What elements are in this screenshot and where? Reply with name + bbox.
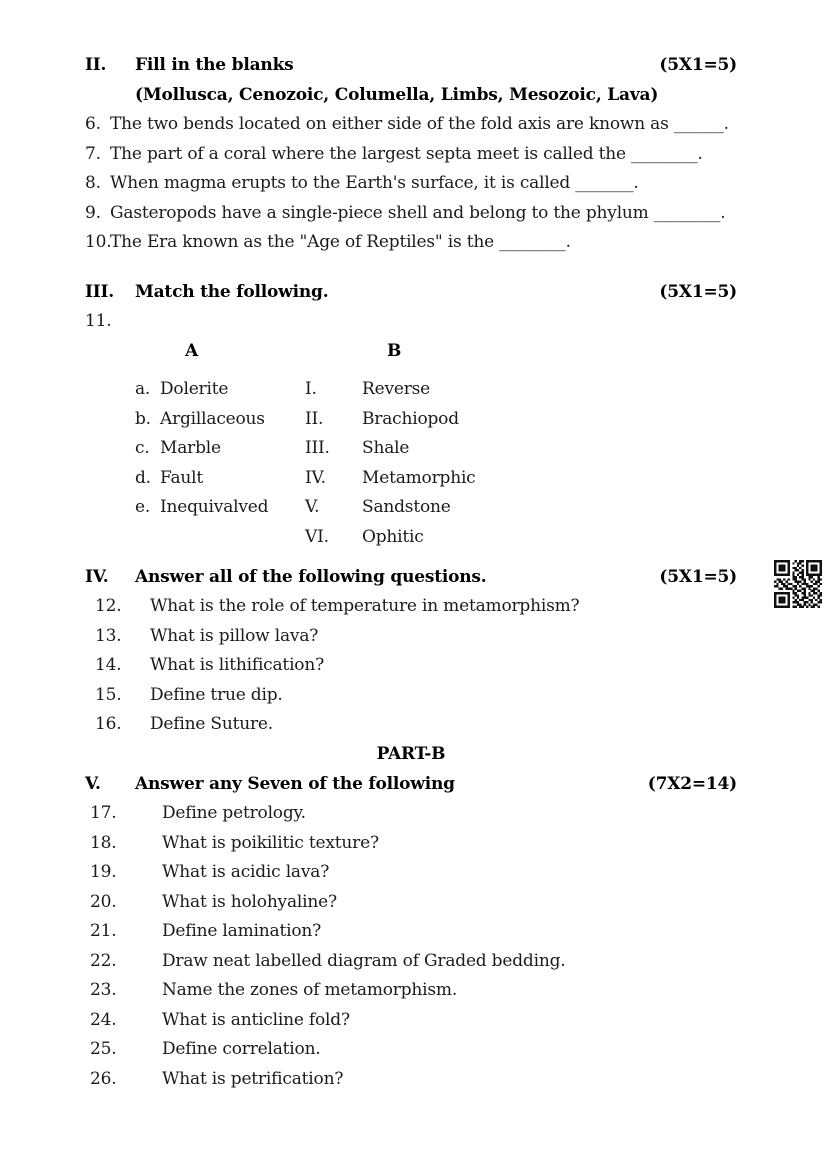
match-b-text: Ophitic (362, 526, 424, 547)
section-marks: (5X1=5) (659, 567, 737, 587)
question-row (85, 917, 737, 947)
match-a-text: Fault (160, 467, 203, 488)
question-number: 21. (90, 921, 117, 941)
match-a-text: Inequivalved (160, 497, 269, 517)
match-row (85, 464, 737, 494)
match-b-text: Metamorphic (362, 467, 476, 488)
question-row (85, 1065, 737, 1095)
match-b-text: Shale (362, 438, 410, 458)
match-b-label: III. (305, 438, 330, 458)
question-number: 23. (90, 980, 117, 1000)
section-title: Answer any Seven of the following (135, 774, 455, 794)
match-b-label: I. (305, 379, 317, 399)
match-b-label: VI. (305, 526, 329, 547)
question-text: What is petrification? (162, 1068, 344, 1089)
exam-content (85, 50, 737, 1094)
match-a-label: d. (135, 467, 151, 488)
match-a-text: Dolerite (160, 379, 229, 399)
section-numeral: V. (85, 774, 101, 794)
question-row (85, 888, 737, 918)
match-row (85, 493, 737, 523)
qr-code (773, 560, 823, 608)
question-number: 20. (90, 891, 117, 912)
question-text: The Era known as the "Age of Reptiles" is the ________. (110, 232, 571, 252)
match-b-text: Sandstone (362, 497, 451, 517)
question-text: What is holohyaline? (162, 891, 337, 912)
question-number: 14. (95, 655, 122, 675)
question-number: 26. (90, 1068, 117, 1089)
match-b-text: Reverse (362, 379, 431, 399)
question-row (85, 110, 737, 140)
question-text: Define lamination? (162, 921, 322, 941)
section-marks: (7X2=14) (647, 774, 737, 794)
match-a-label: b. (135, 408, 151, 429)
match-a-text: Argillaceous (160, 408, 265, 429)
question-number: 19. (90, 862, 117, 882)
match-b-label: V. (305, 497, 320, 517)
question-row (85, 947, 737, 977)
section-title: Match the following. (135, 281, 329, 302)
question-text: Gasteropods have a single-piece shell and belong to the phylum ________. (110, 202, 726, 223)
match-a-label: e. (135, 497, 151, 517)
question-row (85, 169, 737, 199)
section-fill-blanks-heading (85, 50, 737, 80)
question-text: Define true dip. (150, 684, 283, 705)
question-row (85, 1006, 737, 1036)
question-number: 6. (85, 114, 101, 134)
question-number: 24. (90, 1009, 117, 1030)
match-row (85, 405, 737, 435)
question-number: 12. (95, 596, 122, 616)
match-a-text (160, 523, 305, 553)
section-short-answer-heading (85, 562, 737, 592)
question-row (85, 199, 737, 229)
question-number: 16. (95, 714, 122, 734)
match-column-headers (85, 336, 737, 366)
question-text: The two bends located on either side of the fold axis are known as ______. (110, 114, 729, 134)
question-number: 9. (85, 202, 101, 223)
question-row (85, 681, 737, 711)
word-bank: (Mollusca, Cenozoic, Columella, Limbs, Mesozoic, Lava) (135, 85, 659, 105)
question-text: What is acidic lava? (162, 862, 330, 882)
question-row (85, 622, 737, 652)
question-text: What is pillow lava? (150, 625, 319, 646)
section-title: Answer all of the following questions. (135, 567, 487, 587)
match-a-text: Marble (160, 438, 221, 458)
question-row (85, 228, 737, 258)
question-number: 7. (85, 143, 101, 164)
section-answer-seven-heading (85, 769, 737, 799)
question-row (85, 592, 737, 622)
match-col-b-header: B (387, 341, 402, 361)
question-text: Name the zones of metamorphism. (162, 980, 458, 1000)
question-row (85, 1035, 737, 1065)
question-number: 15. (95, 684, 122, 705)
question-row (85, 858, 737, 888)
question-number: 8. (85, 173, 101, 193)
question-text: What is poikilitic texture? (162, 832, 379, 853)
question-text: Draw neat labelled diagram of Graded bedding. (162, 950, 566, 971)
question-text: When magma erupts to the Earth's surface, it is called _______. (110, 173, 639, 193)
question-row (85, 799, 737, 829)
question-text: Define petrology. (162, 803, 306, 823)
question-number: 13. (95, 625, 122, 646)
match-row (85, 523, 737, 553)
match-table (85, 375, 737, 552)
question-text: What is the role of temperature in metamorphism? (150, 596, 580, 616)
match-b-text: Brachiopod (362, 408, 459, 429)
match-row (85, 434, 737, 464)
match-a-label: a. (135, 379, 151, 399)
section-marks: (5X1=5) (659, 281, 737, 302)
question-row (85, 976, 737, 1006)
section-marks: (5X1=5) (659, 55, 737, 75)
section-title: Fill in the blanks (135, 55, 294, 75)
question-row (85, 140, 737, 170)
match-a-label (135, 523, 160, 553)
question-row (85, 307, 737, 337)
question-number: 11. (85, 310, 112, 331)
match-row (85, 375, 737, 405)
match-b-label: II. (305, 408, 324, 429)
match-b-label: IV. (305, 467, 326, 488)
question-number: 18. (90, 832, 117, 853)
question-text: The part of a coral where the largest septa meet is called the ________. (110, 143, 703, 164)
question-text: What is anticline fold? (162, 1009, 350, 1030)
section-numeral: IV. (85, 567, 109, 587)
section-numeral: II. (85, 55, 107, 75)
question-text: Define Suture. (150, 714, 273, 734)
match-col-a-header: A (185, 341, 198, 361)
question-number: 10. (85, 232, 112, 252)
match-a-label: c. (135, 438, 150, 458)
question-row (85, 651, 737, 681)
question-number: 17. (90, 803, 117, 823)
question-row (85, 829, 737, 859)
question-number: 22. (90, 950, 117, 971)
question-text: Define correlation. (162, 1039, 321, 1059)
question-number: 25. (90, 1039, 117, 1059)
part-b-heading: PART-B (376, 743, 446, 764)
question-row (85, 710, 737, 740)
section-numeral: III. (85, 281, 114, 302)
section-match-heading (85, 277, 737, 307)
question-text: What is lithification? (150, 655, 325, 675)
